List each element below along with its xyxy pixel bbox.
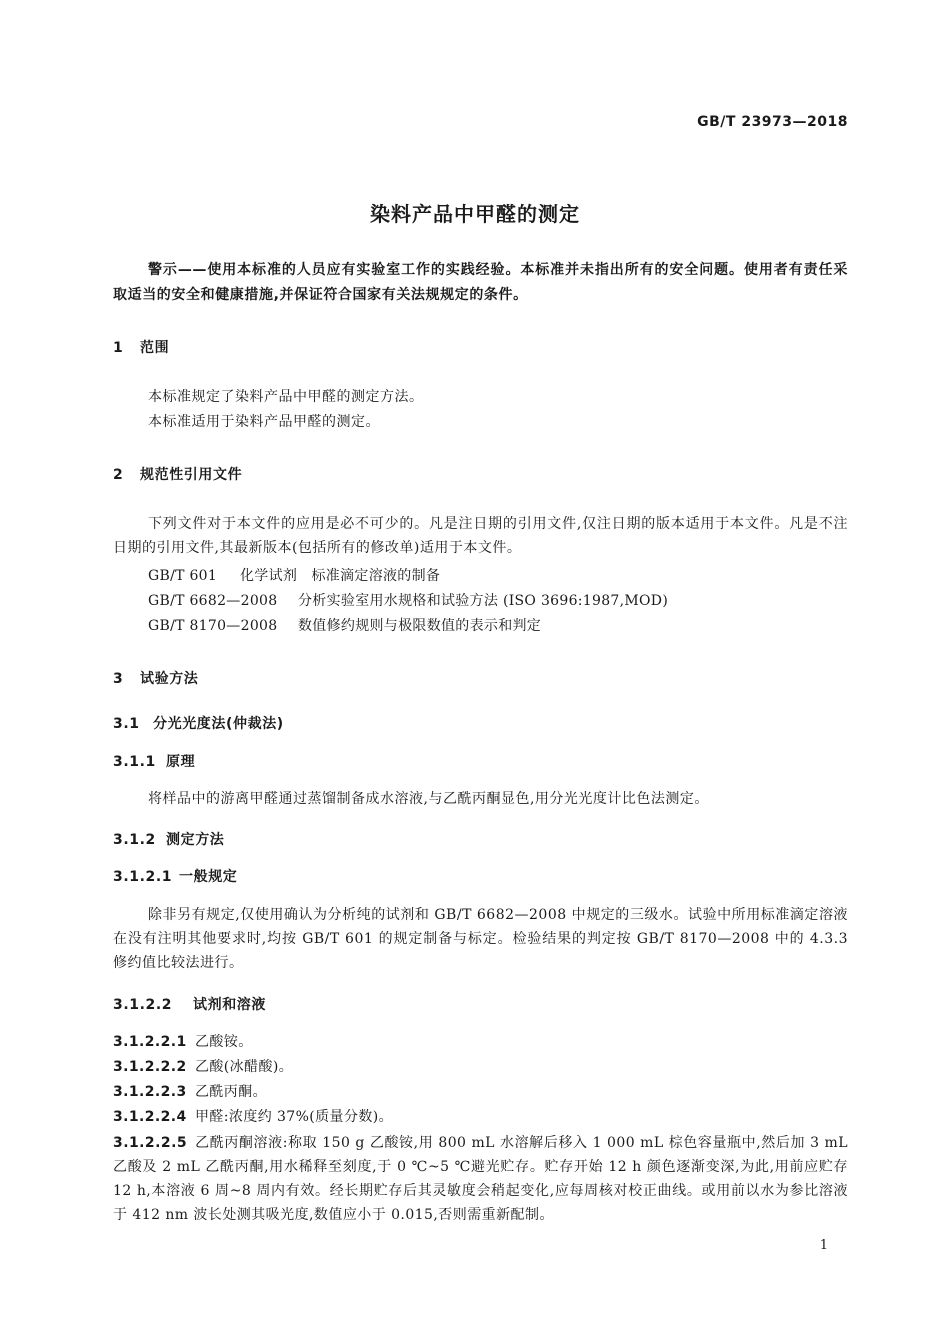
general-rules-paragraph: 除非另有规定,仅使用确认为分析纯的试剂和 GB/T 6682—2008 中规定的三级水。试验中所用标准滴定溶液在没有注明其他要求时,均按 GB/T 601 的规定制备与标定。检验结果的判定按 GB/T 8170—2008 中的 4.3.3 修约值比较法进行。 <box>113 907 848 971</box>
item-number: 3.1.2.2.4 <box>113 1109 187 1125</box>
section-number: 1 <box>113 340 124 356</box>
section-title: 试剂和溶液 <box>193 997 266 1013</box>
section-title: 规范性引用文件 <box>140 467 243 483</box>
reference-code: GB/T 8170—2008 <box>148 618 278 634</box>
section-title: 试验方法 <box>140 671 199 687</box>
item-text: 乙酰丙酮溶液:称取 150 g 乙酸铵,用 800 mL 水溶解后移入 1 000 mL 棕色容量瓶中,然后加 3 mL 乙酸及 2 mL 乙酰丙酮,用水稀释至刻度,于 0 ℃~5 ℃避光贮存。贮存开始 12 h 颜色逐渐变深,为此,用前应贮存 12 h,本溶液 6 周~8 周内有效。经长期贮存后其灵敏度会稍起变化,应每周核对校正曲线。或用前以水为参比溶液于 412 nm 波长处测其吸光度,数值应小于 0.015,否则需重新配制。 <box>113 1135 848 1223</box>
section-title: 一般规定 <box>179 869 238 885</box>
item-text: 乙酸(冰醋酸)。 <box>195 1059 294 1075</box>
reagent-item-long <box>113 1131 848 1227</box>
reference-title: 化学试剂 标准滴定溶液的制备 <box>240 568 441 584</box>
reagent-item <box>113 1081 267 1101</box>
section-1-heading <box>113 337 169 357</box>
reagent-item <box>113 1106 393 1126</box>
page-number: 1 <box>819 1238 828 1253</box>
section-title: 原理 <box>166 754 196 770</box>
section-number: 3.1.2.2 <box>113 997 173 1013</box>
item-number: 3.1.2.2.5 <box>113 1135 188 1151</box>
section-number: 3 <box>113 671 124 687</box>
section-number: 3.1.2 <box>113 832 156 848</box>
reference-item <box>148 565 440 585</box>
reference-title: 数值修约规则与极限数值的表示和判定 <box>298 618 542 634</box>
principle-paragraph: 将样品中的游离甲醛通过蒸馏制备成水溶液,与乙酰丙酮显色,用分光光度计比色法测定。 <box>148 791 709 807</box>
item-text: 乙酸铵。 <box>195 1034 253 1050</box>
reference-item <box>148 590 668 610</box>
references-intro: 下列文件对于本文件的应用是必不可少的。凡是注日期的引用文件,仅注日期的版本适用于本文件。凡是不注日期的引用文件,其最新版本(包括所有的修改单)适用于本文件。 <box>113 516 848 556</box>
section-number: 2 <box>113 467 124 483</box>
section-title: 测定方法 <box>166 832 225 848</box>
reagent-item <box>113 1031 253 1051</box>
document-title: 染料产品中甲醛的测定 <box>370 202 580 226</box>
section-3-1-2-2-heading <box>113 994 266 1014</box>
item-number: 3.1.2.2.2 <box>113 1059 187 1075</box>
section-3-1-heading <box>113 713 284 733</box>
section-2-heading <box>113 464 242 484</box>
section-number: 3.1 <box>113 716 140 732</box>
scope-line-2: 本标准适用于染料产品甲醛的测定。 <box>148 414 380 430</box>
section-title: 范围 <box>140 340 170 356</box>
section-title: 分光光度法(仲裁法) <box>153 716 284 732</box>
section-number: 3.1.2.1 <box>113 869 173 885</box>
item-text: 乙酰丙酮。 <box>195 1084 267 1100</box>
section-number: 3.1.1 <box>113 754 156 770</box>
reference-title: 分析实验室用水规格和试验方法 (ISO 3696:1987,MOD) <box>298 593 669 609</box>
item-number: 3.1.2.2.3 <box>113 1084 187 1100</box>
section-3-1-1-heading <box>113 751 195 771</box>
item-text: 甲醛:浓度约 37%(质量分数)。 <box>195 1109 394 1125</box>
reference-code: GB/T 6682—2008 <box>148 593 278 609</box>
section-3-1-2-heading <box>113 829 224 849</box>
reagent-item <box>113 1056 293 1076</box>
item-number: 3.1.2.2.1 <box>113 1034 187 1050</box>
warning-paragraph: 警示——使用本标准的人员应有实验室工作的实践经验。本标准并未指出所有的安全问题。使用者有责任采取适当的安全和健康措施,并保证符合国家有关法规规定的条件。 <box>113 262 848 303</box>
scope-line-1: 本标准规定了染料产品中甲醛的测定方法。 <box>148 389 424 405</box>
section-3-heading <box>113 668 198 688</box>
standard-code: GB/T 23973—2018 <box>697 114 848 130</box>
reference-item <box>148 615 541 635</box>
section-3-1-2-1-heading <box>113 866 237 886</box>
reference-code: GB/T 601 <box>148 568 218 584</box>
